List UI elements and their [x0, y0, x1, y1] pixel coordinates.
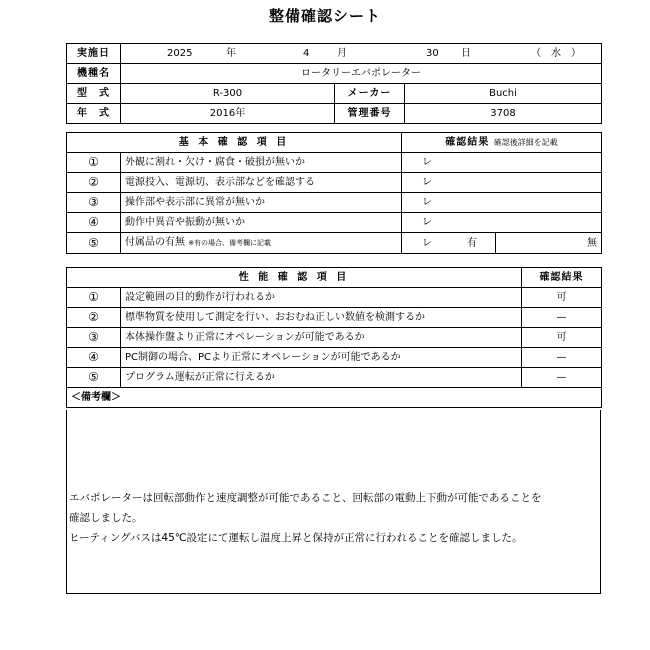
item-number: ①: [67, 153, 121, 173]
model-label: 機種名: [67, 64, 121, 84]
type-label: 型 式: [67, 84, 121, 104]
item-result: レ: [402, 173, 602, 193]
basic-result-note: 確認後詳細を記載: [493, 138, 558, 147]
item-text: 本体操作盤より正常にオペレーションが可能であるか: [121, 328, 522, 348]
model-row: [67, 64, 602, 84]
remarks-text: [69, 488, 542, 548]
model-value: ロータリーエバポレーター: [121, 64, 602, 84]
item-text: 設定範囲の目的動作が行われるか: [121, 288, 522, 308]
type-value: R-300: [121, 84, 335, 104]
mgmt-value: 3708: [405, 104, 602, 124]
info-table: [66, 43, 602, 124]
year-model-value: 2016年: [121, 104, 335, 124]
date-value: [121, 44, 602, 64]
item-text-note: ※有の場合、備考欄に記載: [188, 239, 272, 247]
item-text: 操作部や表示部に異常が無いか: [121, 193, 402, 213]
page-title: 整備確認シート: [268, 7, 381, 25]
item-yes-label: 有: [467, 237, 478, 249]
item-text: プログラム運転が正常に行えるか: [121, 368, 522, 388]
item-number: ①: [67, 288, 121, 308]
table-row: [67, 308, 602, 328]
item-result: 可: [522, 328, 602, 348]
basic-result-header: [402, 133, 602, 153]
item-result: 可: [522, 288, 602, 308]
item-no-label: 無: [496, 233, 602, 254]
date-year: 2025: [167, 48, 193, 59]
year-model-row: [67, 104, 602, 124]
basic-header: 基 本 確 認 項 目: [67, 133, 402, 153]
item-number: ③: [67, 328, 121, 348]
table-row: [67, 288, 602, 308]
item-text: 動作中異音や振動が無いか: [121, 213, 402, 233]
perf-result-header: 確認結果: [522, 268, 602, 288]
date-row: [67, 44, 602, 64]
table-row: [67, 173, 602, 193]
remarks-label: ＜備考欄＞: [67, 388, 602, 408]
item-text: 標準物質を使用して測定を行い、おおむね正しい数値を検測するか: [121, 308, 522, 328]
item-result: レ: [402, 213, 602, 233]
item-result: —: [522, 368, 602, 388]
remarks-box: [66, 410, 601, 594]
date-day-unit: 日: [461, 48, 471, 59]
performance-check-table: [66, 267, 602, 408]
basic-header-row: [67, 133, 602, 153]
table-row: [67, 213, 602, 233]
item-number: ④: [67, 213, 121, 233]
item-text: PC制御の場合、PCより正常にオペレーションが可能であるか: [121, 348, 522, 368]
perf-header: 性 能 確 認 項 目: [67, 268, 522, 288]
date-month-unit: 月: [337, 48, 347, 59]
perf-header-row: [67, 268, 602, 288]
item-number: ②: [67, 308, 121, 328]
date-year-unit: 年: [226, 48, 236, 59]
date-weekday: （ 水 ）: [531, 48, 581, 59]
item-number: ⑤: [67, 233, 121, 254]
item-text-main: 付属品の有無: [125, 237, 185, 248]
item-result: レ: [402, 193, 602, 213]
basic-check-table: [66, 132, 602, 254]
item-number: ⑤: [67, 368, 121, 388]
table-row: [67, 233, 602, 254]
item-number: ②: [67, 173, 121, 193]
basic-result-header-label: 確認結果: [445, 137, 490, 148]
table-row: [67, 193, 602, 213]
table-row: [67, 368, 602, 388]
table-row: [67, 328, 602, 348]
date-label: 実施日: [67, 44, 121, 64]
year-model-label: 年 式: [67, 104, 121, 124]
maker-value: Buchi: [405, 84, 602, 104]
remarks-line: 確認しました。: [69, 512, 143, 524]
item-result: レ: [402, 153, 602, 173]
item-text: 外観に割れ・欠け・腐食・破損が無いか: [121, 153, 402, 173]
maker-label: メーカー: [335, 84, 405, 104]
date-day: 30: [426, 48, 439, 59]
item-result: レ: [422, 237, 433, 249]
table-row: [67, 153, 602, 173]
item-result: —: [522, 308, 602, 328]
remarks-line: エバポレーターは回転部動作と速度調整が可能であること、回転部の電動上下動が可能であることを: [69, 492, 542, 504]
remarks-line: ヒーティングバスは45℃設定にて運転し温度上昇と保持が正常に行われることを確認しました。: [69, 532, 523, 544]
item-result: —: [522, 348, 602, 368]
item-number: ③: [67, 193, 121, 213]
date-month: 4: [303, 48, 310, 59]
item-yes-cell: [402, 233, 496, 254]
item-number: ④: [67, 348, 121, 368]
type-row: [67, 84, 602, 104]
remarks-label-row: [67, 388, 602, 408]
mgmt-label: 管理番号: [335, 104, 405, 124]
item-text: 電源投入、電源切、表示部などを確認する: [121, 173, 402, 193]
item-text: [121, 233, 402, 254]
table-row: [67, 348, 602, 368]
